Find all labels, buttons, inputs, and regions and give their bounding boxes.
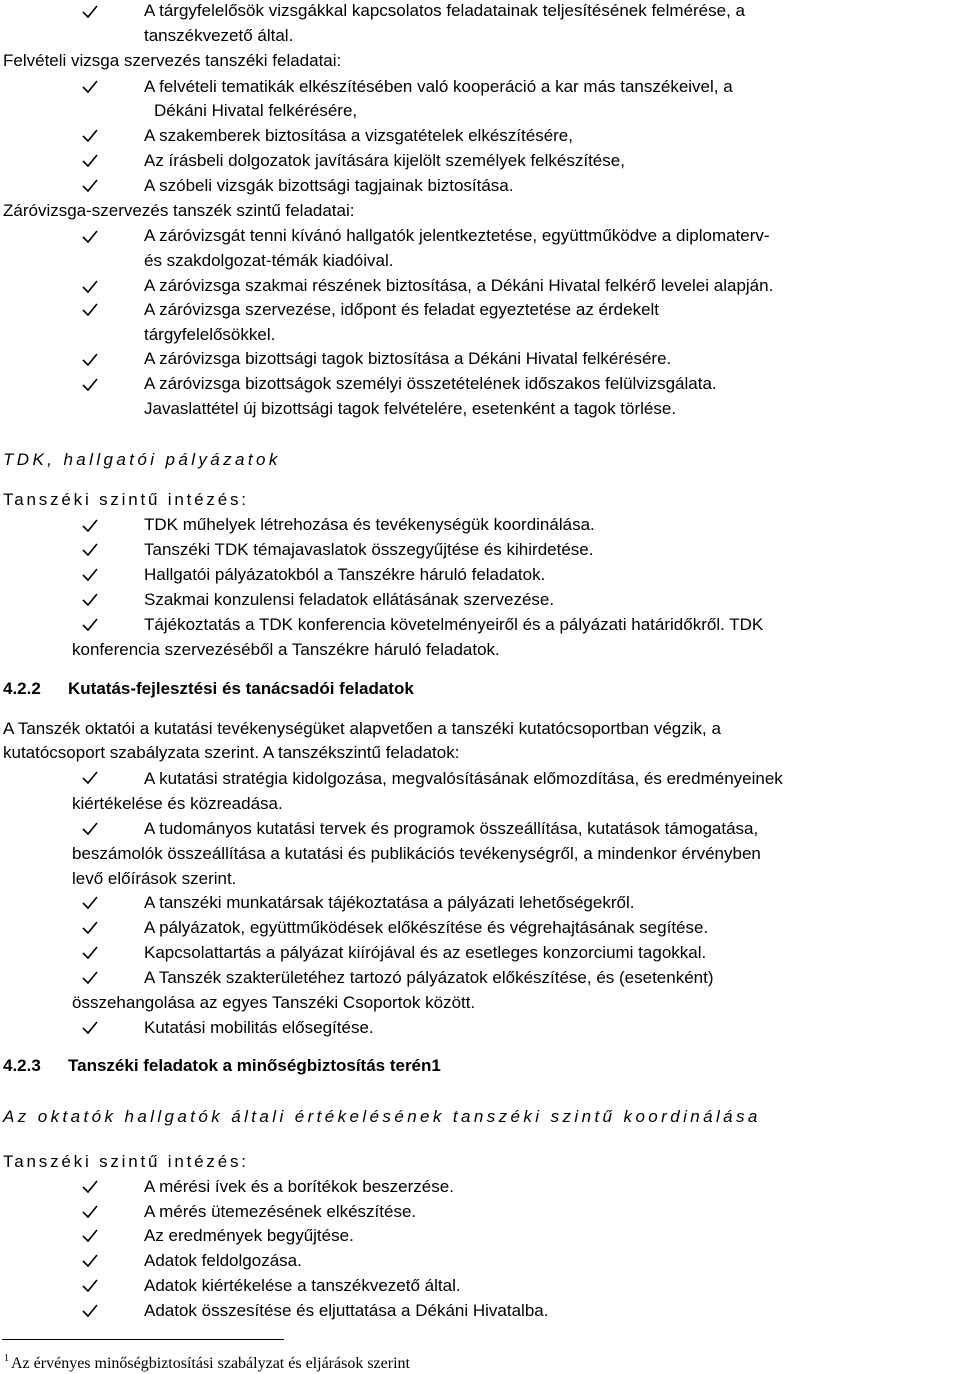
checkmark-icon: [82, 945, 98, 961]
list-item: Adatok feldolgozása.: [144, 1251, 302, 1270]
section-subheading: Tanszéki szintű intézés:: [3, 1152, 249, 1171]
checkmark-icon: [82, 1179, 98, 1195]
list-item-continuation: konferencia szervezéséből a Tanszékre háruló feladatok.: [72, 640, 500, 659]
list-item: A záróvizsga bizottságok személyi összetételének időszakos felülvizsgálata.: [144, 374, 717, 393]
checkmark-icon: [82, 895, 98, 911]
checkmark-icon: [82, 178, 98, 194]
list-item: A záróvizsga szakmai részének biztosítása, a Dékáni Hivatal felkérő levelei alapján.: [144, 276, 774, 295]
checkmark-icon: [82, 279, 98, 295]
checkmark-icon: [82, 302, 98, 318]
checkmark-icon: [82, 542, 98, 558]
list-item: A pályázatok, együttműködések előkészítése és végrehajtásának segítése.: [144, 918, 709, 937]
checkmark-icon: [82, 770, 98, 786]
list-item: Kapcsolattartás a pályázat kiírójával és az esetleges konzorciumi tagokkal.: [144, 943, 707, 962]
list-item-continuation: és szakdolgozat-témák kiadóival.: [144, 251, 394, 270]
list-item: TDK műhelyek létrehozása és tevékenységük koordinálása.: [144, 515, 595, 534]
checkmark-icon: [82, 1020, 98, 1036]
list-item: Adatok összesítése és eljuttatása a Dékáni Hivatalba.: [144, 1301, 549, 1320]
section-number: 4.2.2: [3, 679, 41, 698]
checkmark-icon: [82, 567, 98, 583]
section-title: Tanszéki feladatok a minőségbiztosítás terén1: [68, 1056, 441, 1075]
list-item: Adatok kiértékelése a tanszékvezető által.: [144, 1276, 461, 1295]
checkmark-icon: [82, 592, 98, 608]
list-item: A mérési ívek és a borítékok beszerzése.: [144, 1177, 454, 1196]
section-intro-continuation: kutatócsoport szabályzata szerint. A tanszékszintű feladatok:: [3, 743, 460, 762]
list-item-continuation: beszámolók összeállítása a kutatási és publikációs tevékenységről, a mindenkor érvényben: [72, 844, 761, 863]
list-item: Szakmai konzulensi feladatok ellátásának szervezése.: [144, 590, 555, 609]
checkmark-icon: [82, 1228, 98, 1244]
list-item: Tájékoztatás a TDK konferencia követelményeiről és a pályázati határidőkről. TDK: [144, 615, 764, 634]
checkmark-icon: [82, 352, 98, 368]
footnote-text: Az érvényes minőségbiztosítási szabályzat és eljárások szerint: [11, 1355, 410, 1372]
list-item: A Tanszék szakterületéhez tartozó pályázatok előkészítése, és (esetenként): [144, 968, 714, 987]
checkmark-icon: [82, 79, 98, 95]
checkmark-icon: [82, 1204, 98, 1220]
checkmark-icon: [82, 229, 98, 245]
footnote-marker: 1: [4, 1353, 9, 1364]
checkmark-icon: [82, 1278, 98, 1294]
footnote: [4, 1349, 410, 1374]
list-item: A felvételi tematikák elkészítésében való kooperáció a kar más tanszékeivel, a: [144, 77, 733, 96]
tdk-subheading: Tanszéki szintű intézés:: [3, 490, 249, 509]
list-item: A tárgyfelelősök vizsgákkal kapcsolatos feladatainak teljesítésének felmérése, a: [144, 1, 745, 20]
checkmark-icon: [82, 4, 98, 20]
list-item-continuation: kiértékelése és közreadása.: [72, 794, 283, 813]
felveteli-heading: Felvételi vizsga szervezés tanszéki feladatai:: [3, 51, 342, 70]
section-number: 4.2.3: [3, 1056, 41, 1075]
checkmark-icon: [82, 518, 98, 534]
zarovizsga-heading: Záróvizsga-szervezés tanszék szintű feladatai:: [3, 201, 355, 220]
list-item: A tanszéki munkatársak tájékoztatása a pályázati lehetőségekről.: [144, 893, 635, 912]
checkmark-icon: [82, 920, 98, 936]
list-item: A mérés ütemezésének elkészítése.: [144, 1202, 417, 1221]
checkmark-icon: [82, 1253, 98, 1269]
list-item: Az eredmények begyűjtése.: [144, 1226, 354, 1245]
list-item-continuation: összehangolása az egyes Tanszéki Csoportok között.: [72, 993, 476, 1012]
list-item: A szakemberek biztosítása a vizsgatételek elkészítésére,: [144, 126, 573, 145]
list-item: A záróvizsgát tenni kívánó hallgatók jelentkeztetése, együttműködve a diplomaterv-: [144, 226, 770, 245]
list-item-continuation: Javaslattétel új bizottsági tagok felvételére, esetenként a tagok törlése.: [144, 399, 677, 418]
list-item-continuation: tanszékvezető által.: [144, 26, 294, 45]
list-item: Az írásbeli dolgozatok javítására kijelölt személyek felkészítése,: [144, 151, 625, 170]
list-item-continuation: tárgyfelelősökkel.: [144, 325, 276, 344]
tdk-heading: TDK, hallgatói pályázatok: [3, 450, 281, 469]
footnote-divider: [2, 1339, 284, 1340]
section-subtitle: Az oktatók hallgatók általi értékelésének tanszéki szintű koordinálása: [3, 1107, 761, 1126]
checkmark-icon: [82, 617, 98, 633]
checkmark-icon: [82, 153, 98, 169]
section-title: Kutatás-fejlesztési és tanácsadói feladatok: [68, 679, 414, 698]
list-item: Kutatási mobilitás elősegítése.: [144, 1018, 374, 1037]
list-item: A záróvizsga bizottsági tagok biztosítása a Dékáni Hivatal felkérésére.: [144, 349, 672, 368]
checkmark-icon: [82, 970, 98, 986]
list-item: Tanszéki TDK témajavaslatok összegyűjtése és kihirdetése.: [144, 540, 594, 559]
checkmark-icon: [82, 1303, 98, 1319]
checkmark-icon: [82, 821, 98, 837]
list-item-continuation: Dékáni Hivatal felkérésére,: [154, 101, 358, 120]
list-item: A záróvizsga szervezése, időpont és feladat egyeztetése az érdekelt: [144, 300, 660, 319]
section-intro: A Tanszék oktatói a kutatási tevékenységüket alapvetően a tanszéki kutatócsoportban végzik, a: [3, 719, 721, 738]
checkmark-icon: [82, 128, 98, 144]
checkmark-icon: [82, 377, 98, 393]
list-item-continuation: levő előírások szerint.: [72, 869, 237, 888]
list-item: A szóbeli vizsgák bizottsági tagjainak biztosítása.: [144, 176, 514, 195]
list-item: A tudományos kutatási tervek és programok összeállítása, kutatások támogatása,: [144, 819, 759, 838]
list-item: A kutatási stratégia kidolgozása, megvalósításának előmozdítása, és eredményeinek: [144, 769, 783, 788]
list-item: Hallgatói pályázatokból a Tanszékre háruló feladatok.: [144, 565, 546, 584]
